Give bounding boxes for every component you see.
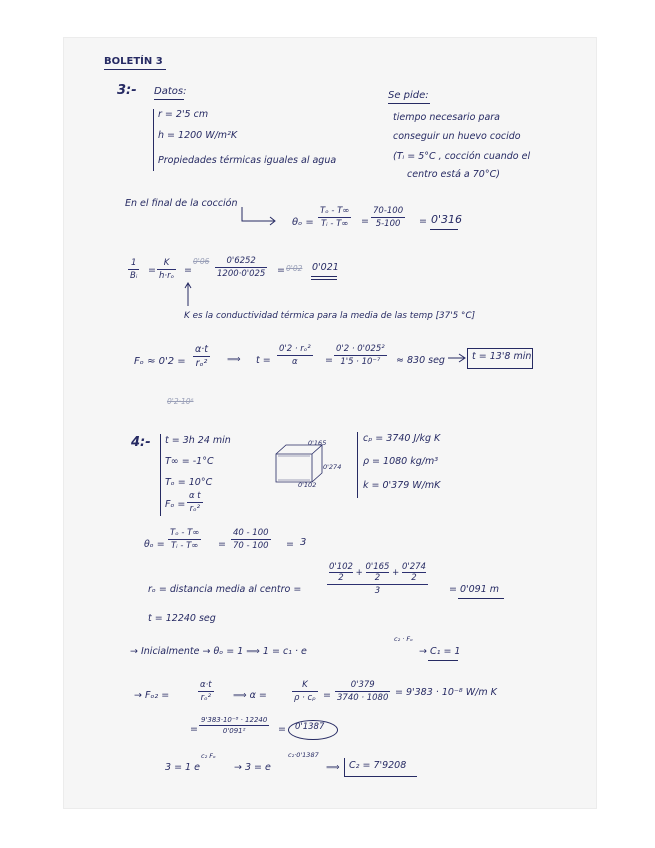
- alpha-values-denominator: 3740 · 1080: [337, 693, 389, 703]
- r-part-2-den: 2: [374, 573, 381, 583]
- p4-theta-values-numerator: 40 - 100: [233, 528, 269, 538]
- alpha-values-fraction: [335, 680, 390, 703]
- prop-cp: cₚ = 3740 J/kg K: [363, 433, 441, 444]
- r-mean-fraction: [327, 562, 428, 596]
- p4-theta-denominator: Tᵢ - T∞: [170, 541, 199, 551]
- alpha-denominator: ρ · cₚ: [294, 693, 316, 703]
- datos-propiedades: Propiedades térmicas iguales al agua: [158, 155, 337, 166]
- problem-3-number: 3:-: [117, 83, 137, 98]
- dim-label-2: 0'274: [323, 463, 342, 471]
- final-equation: 3 = 1 e: [165, 762, 200, 773]
- se-pide-label: Se pide:: [388, 90, 429, 101]
- equals-sign: =: [278, 724, 286, 735]
- fo-denominator: rₒ²: [189, 504, 201, 514]
- arrow-up-icon: [184, 282, 192, 306]
- inicial-result-underline: [428, 660, 458, 661]
- fo-label: Fₒ =: [165, 499, 186, 510]
- se-pide-underline: [388, 103, 430, 104]
- inverse-biot-numerator: 1: [128, 258, 139, 270]
- r-part-3-num: 0'274: [402, 562, 426, 572]
- r-result-underline: [458, 598, 504, 599]
- final-coccion-label: En el final de la cocción: [125, 198, 238, 209]
- dim-label-3: 0'102: [298, 481, 317, 489]
- r-part-2-num: 0'165: [365, 562, 390, 572]
- fourier-fraction: [193, 344, 210, 369]
- p4-theta-result: 3: [300, 537, 307, 548]
- equals-sign: =: [277, 265, 285, 276]
- r-part-1-den: 2: [338, 573, 344, 583]
- theta-values-numerator: 70-100: [373, 206, 404, 216]
- fo2-calc-fraction: [199, 716, 269, 735]
- theta-lhs: θₒ =: [292, 217, 314, 228]
- theta-fraction: [318, 206, 351, 229]
- equals-sign: =: [419, 216, 427, 227]
- se-pide-line-1: tiempo necesario para: [393, 112, 500, 123]
- given-t-inf: T∞ = -1°C: [165, 456, 214, 467]
- scribble-crossed-1: 0'06: [193, 257, 210, 266]
- dim-label-1: 0'165: [308, 439, 327, 447]
- time-denominator: α: [292, 357, 298, 367]
- r-mean-denominator: 3: [374, 586, 381, 596]
- k-values-fraction: [215, 256, 267, 279]
- p4-theta-fraction: [168, 528, 201, 551]
- theta-denominator: Tᵢ - T∞: [320, 219, 349, 229]
- fourier-denominator: rₒ²: [195, 358, 208, 369]
- given-time: t = 3h 24 min: [165, 435, 231, 446]
- datos-radius: r = 2'5 cm: [158, 109, 209, 120]
- equals-sign: =: [190, 724, 198, 735]
- se-pide-line-4: centro está a 70°C): [407, 169, 500, 180]
- c2-result-box: [344, 758, 417, 777]
- c2-result: C₂ = 7'9208: [349, 760, 407, 771]
- prop-k: k = 0'379 W/mK: [363, 480, 441, 491]
- fo2-fraction: [198, 680, 214, 703]
- theta-values-fraction: [371, 206, 405, 229]
- inicial-line: → Inicialmente → θₒ = 1 ⟹ 1 = c₁ · e: [130, 646, 307, 657]
- equals-sign: =: [184, 265, 192, 276]
- fo2-result: 0'1387: [295, 722, 325, 732]
- k-over-hr-fraction: [157, 258, 176, 281]
- theta-result-underline: [430, 229, 458, 230]
- time-values-denominator: 1'5 · 10⁻⁷: [340, 357, 381, 367]
- scribble-crossed-3: 0'2·10⁶: [167, 397, 194, 406]
- fourier-lhs: Fₒ ≈ 0'2 =: [134, 356, 186, 367]
- problem-4-number: 4:-: [131, 435, 151, 450]
- theta-values-denominator: 5-100: [375, 219, 401, 229]
- se-pide-line-2: conseguir un huevo cocido: [393, 131, 521, 142]
- fo2-denominator: rₒ²: [200, 693, 212, 703]
- biot-result-underline: [311, 276, 337, 277]
- fo2-lhs: → Fₒ₂ =: [134, 690, 170, 701]
- time-numerator: 0'2 · rₒ²: [279, 344, 311, 354]
- equals-sign: =: [361, 216, 369, 227]
- k-values-numerator: 0'6252: [215, 256, 267, 268]
- k-note: K es la conductividad térmica para la media de las temp [37'5 °C]: [184, 311, 476, 321]
- implies-arrow: ⟹: [227, 354, 241, 365]
- fo2-calc-numerator: 9'383·10⁻⁸ · 12240: [201, 716, 268, 724]
- final-exponent: c₂ Fₒ: [201, 752, 216, 760]
- scribble-crossed-2: 0'02: [286, 264, 303, 273]
- alpha-result: = 9'383 · 10⁻⁸ W/m K: [395, 687, 497, 698]
- r-result: = 0'091 m: [449, 584, 500, 595]
- time-values-numerator: 0'2 · 0'025²: [336, 344, 385, 354]
- p4-theta-lhs: θₒ =: [144, 539, 165, 550]
- p4-props-bracket: [357, 432, 358, 498]
- implies-arrow: ⟹: [326, 762, 340, 773]
- biot-result: 0'021: [312, 262, 339, 273]
- time-boxed-value: t = 13'8 min: [472, 351, 532, 362]
- datos-label: Datos:: [154, 86, 187, 97]
- p4-givens-bracket: [160, 434, 161, 516]
- alpha-fraction: [292, 680, 318, 703]
- k-values-denominator: 1200·0'025: [217, 269, 266, 279]
- arrow-right-icon: [447, 352, 467, 364]
- equals-sign: =: [323, 690, 331, 701]
- page-title: BOLETÍN 3: [104, 56, 163, 67]
- k-over-hr-denominator: h·rₒ: [159, 271, 175, 281]
- time-lhs: t =: [256, 355, 271, 366]
- datos-bracket: [153, 109, 154, 171]
- equals-sign: =: [218, 539, 226, 550]
- biot-result-underline-2: [311, 279, 337, 280]
- time-values-fraction: [334, 344, 387, 367]
- se-pide-line-3: (Tᵢ = 5°C , cocción cuando el: [393, 151, 531, 162]
- inicial-result: → C₁ = 1: [419, 646, 461, 657]
- fo-fraction: [187, 491, 203, 514]
- alpha-values-numerator: 0'379: [335, 680, 390, 692]
- p4-theta-values-denominator: 70 - 100: [233, 541, 269, 551]
- given-t-o: Tₒ = 10°C: [165, 477, 213, 488]
- final-equation-2: → 3 = e: [234, 762, 271, 773]
- prop-rho: ρ = 1080 kg/m³: [363, 456, 439, 467]
- final-exponent-2: c₂·0'1387: [288, 751, 319, 759]
- p4-theta-values-fraction: [231, 528, 271, 551]
- r-part-1-num: 0'102: [329, 562, 353, 572]
- r-part-3-den: 2: [411, 573, 417, 583]
- theta-numerator: Tₒ - T∞: [320, 206, 350, 216]
- alpha-numerator: K: [292, 680, 318, 692]
- fourier-numerator: α·t: [195, 344, 209, 355]
- title-underline: [104, 69, 166, 70]
- inverse-biot-denominator: Bᵢ: [130, 271, 138, 281]
- datos-underline: [154, 99, 184, 100]
- time-fraction: [277, 344, 313, 367]
- equals-sign: =: [325, 355, 333, 366]
- datos-h: h = 1200 W/m²K: [158, 130, 238, 141]
- inicial-exponent: c₂ · Fₒ: [394, 635, 413, 643]
- alpha-lhs: ⟹ α =: [233, 690, 267, 701]
- equals-sign: =: [286, 539, 294, 550]
- fo2-numerator: α·t: [200, 680, 212, 690]
- theta-result: 0'316: [431, 213, 463, 226]
- r-mean-numerator: $\frac{0'102}{2}$ + $\frac{0'165}{2}$ + $\frac{0'274}{2}$: [329, 562, 426, 583]
- time-result: ≈ 830 seg: [396, 355, 445, 366]
- p4-theta-numerator: Tₒ - T∞: [170, 528, 200, 538]
- arrow-hook-icon: [240, 205, 280, 227]
- inverse-biot-fraction: [128, 258, 139, 281]
- equals-sign: =: [148, 265, 156, 276]
- k-over-hr-numerator: K: [157, 258, 176, 270]
- time-seconds: t = 12240 seg: [148, 613, 216, 624]
- fo-numerator: α t: [189, 491, 201, 501]
- fo2-calc-denominator: 0'091²: [222, 727, 246, 735]
- r-definition: rₒ = distancia media al centro =: [148, 584, 302, 595]
- time-boxed-result: [467, 348, 533, 369]
